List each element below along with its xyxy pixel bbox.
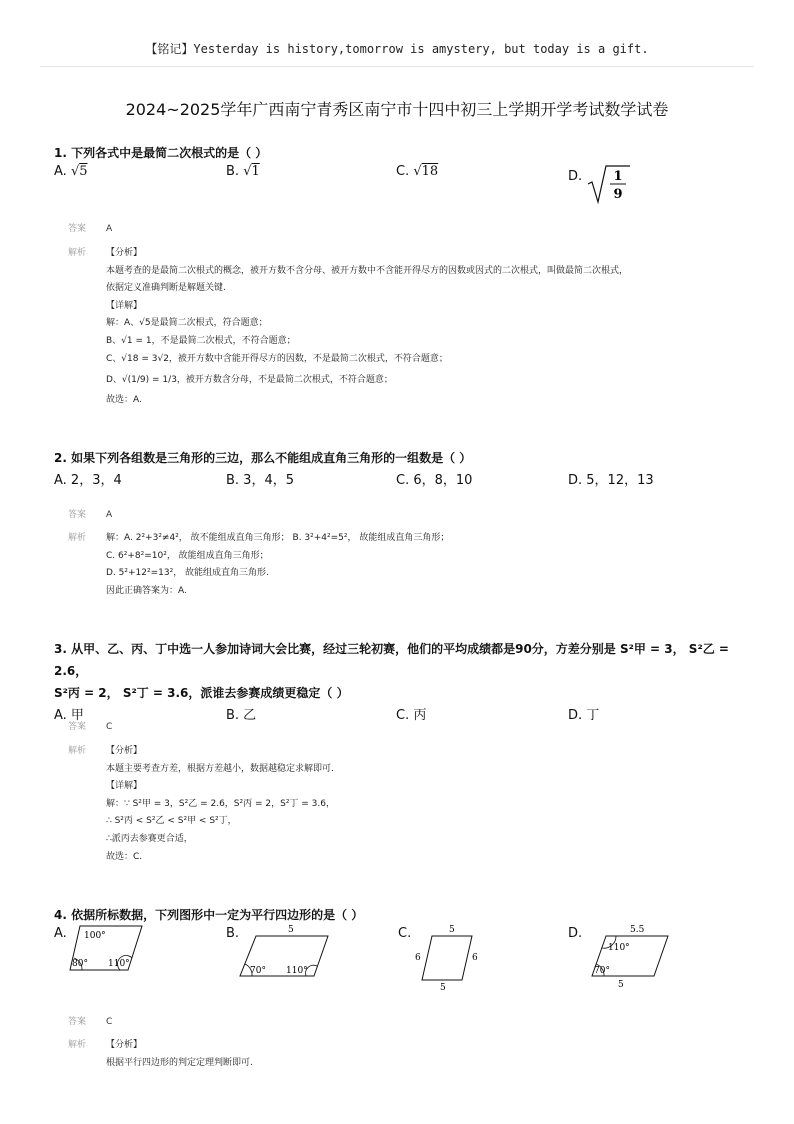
- figure-c-quadrilateral: [398, 922, 508, 992]
- frac-numerator: 1: [613, 169, 623, 184]
- sqrt-5: √5: [70, 164, 88, 179]
- header-divider: [40, 66, 754, 67]
- option-d[interactable]: D. 5.5 110° 70° 5: [568, 922, 688, 992]
- angle-label: 110°: [286, 966, 308, 976]
- side-label: 5: [440, 983, 446, 992]
- option-c[interactable]: C. 6，8，10: [396, 473, 473, 488]
- page-title: 2024~2025学年广西南宁青秀区南宁市十四中初三上学期开学考试数学试卷: [125, 100, 669, 119]
- explanation-4: 解析 【分析】 根据平行四边形的判定定理判断即可.: [68, 1040, 253, 1068]
- option-d[interactable]: D. 1 9: [568, 164, 632, 204]
- option-a[interactable]: A. 2，3，4: [54, 473, 122, 488]
- option-a[interactable]: A. 甲: [54, 708, 84, 723]
- option-a[interactable]: A. 100° 80° 110°: [54, 922, 164, 982]
- option-b[interactable]: B. 3，4，5: [226, 473, 294, 488]
- question-3-options: [54, 704, 744, 728]
- question-3-stem-line-2: S²丙 = 2， S²丁 = 3.6，派谁去参赛成绩更稳定（ ）: [54, 686, 349, 700]
- question-1: [54, 142, 744, 202]
- question-2-options: [54, 469, 744, 493]
- side-label: 5: [449, 925, 455, 935]
- option-a[interactable]: A. √5: [54, 164, 88, 179]
- answer-4: 答案 C: [68, 1017, 113, 1027]
- question-4-stem: 4. 依据所标数据，下列图形中一定为平行四边形的是（ ）: [54, 908, 364, 922]
- side-label: 6: [415, 953, 421, 963]
- angle-label: 70°: [594, 966, 610, 976]
- motto: 【铭记】Yesterday is history,tomorrow is amystery, but today is a gift.: [145, 42, 649, 56]
- question-2: [54, 447, 744, 493]
- side-label: 6: [472, 953, 478, 963]
- option-b[interactable]: B. 5 70° 110°: [226, 922, 336, 982]
- option-c[interactable]: C. 丙: [396, 708, 427, 723]
- side-label: 5: [288, 925, 294, 935]
- angle-label: 100°: [84, 931, 106, 941]
- option-b[interactable]: B. 乙: [226, 708, 257, 723]
- question-1-stem: 1. 下列各式中是最简二次根式的是（ ）: [54, 146, 268, 160]
- question-2-stem: 2. 如果下列各组数是三角形的三边，那么不能组成直角三角形的一组数是（ ）: [54, 451, 472, 465]
- figure-b-quadrilateral: [226, 922, 336, 982]
- answer-3: 答案 C: [68, 722, 113, 732]
- sqrt-one-ninth: [586, 164, 632, 204]
- side-label: 5.5: [630, 925, 645, 935]
- question-1-options: [54, 164, 744, 202]
- option-d[interactable]: D. 5，12，13: [568, 473, 654, 488]
- question-3-stem-line-1: 3. 从甲、乙、丙、丁中选一人参加诗词大会比赛，经过三轮初赛，他们的平均成绩都是90分，方差分别是 S²甲 = 3， S²乙 = 2.6，: [54, 642, 729, 678]
- sqrt-18: √18: [413, 164, 439, 179]
- option-d[interactable]: D. 丁: [568, 708, 600, 723]
- question-3: [54, 638, 744, 728]
- sqrt-1: √1: [243, 164, 260, 179]
- figure-d-quadrilateral: [568, 922, 688, 992]
- explanation-3: 解析 【分析】 本题主要考查方差，根据方差越小，数据越稳定求解即可. 【详解】 解：∵ S²甲 = 3，S²乙 = 2.6，S²丙 = 2，S²丁 = 3.6， ∴ S²丙 < S²乙 < S²甲 < S²丁， ∴派丙去参赛更合适， 故选：C.: [68, 746, 335, 862]
- option-c[interactable]: C. √18: [396, 164, 439, 179]
- angle-label: 70°: [250, 966, 266, 976]
- angle-label: 110°: [108, 959, 130, 969]
- side-label: 5: [618, 980, 624, 990]
- explanation-2: 解析 解：A. 2²+3²≠4²， 故不能组成直角三角形； B. 3²+4²=5²， 故能组成直角三角形； C. 6²+8²=10²， 故能组成直角三角形； D. 5²+12²=13²， 故能组成直角三角形. 因此正确答案为：A.: [68, 533, 450, 596]
- angle-label: 80°: [72, 959, 88, 969]
- frac-denominator: 9: [613, 187, 623, 202]
- answer-2: 答案 A: [68, 510, 113, 520]
- figure-a-quadrilateral: [54, 922, 164, 982]
- explanation-1: 解析 【分析】 本题考查的是最简二次根式的概念，被开方数不含分母、被开方数中不含能开得尽方的因数或因式的二次根式，叫做最简二次根式， 依据定义准确判断是解题关键. 【详解】 解：A、√5是最简二次根式，符合题意； B、√1 = 1，不是最简二次根式，不符合题意； C、√18 = 3√2，被开方数中含能开得尽方的因数，不是最简二次根式，不符合题意； D、√(1/9) = 1/3，被开方数含分母，不是最简二次根式，不符合题意； 故选：A.: [68, 248, 629, 406]
- answer-1: 答案 A: [68, 224, 113, 234]
- option-c[interactable]: C. 5 6 6 5: [398, 922, 508, 992]
- angle-label: 110°: [608, 943, 630, 953]
- option-b[interactable]: B. √1: [226, 164, 260, 179]
